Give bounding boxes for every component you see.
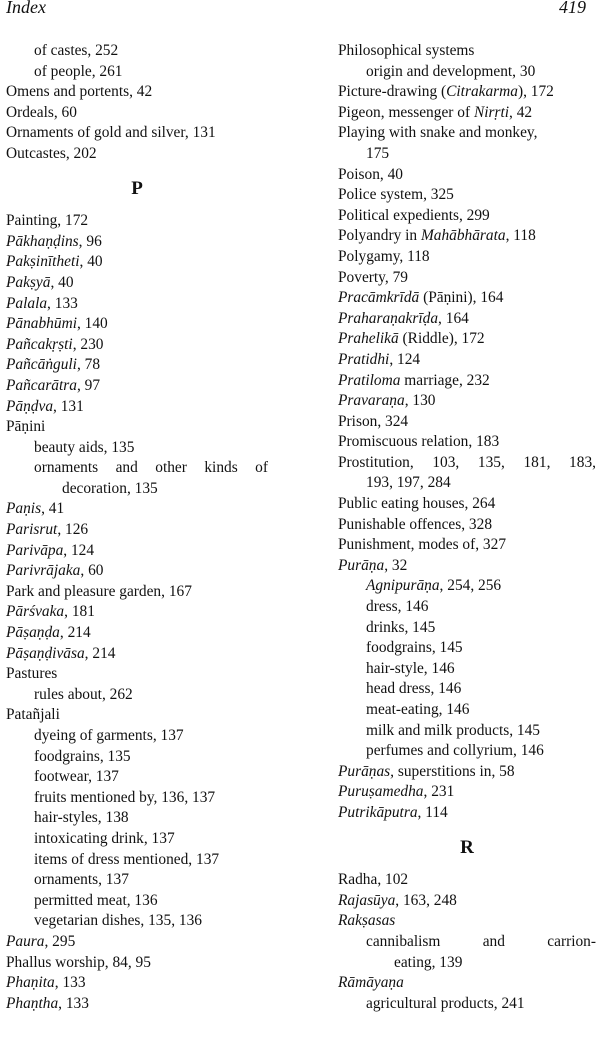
index-entry: Playing with snake and monkey,	[338, 124, 538, 142]
entry-term-italic: Prahelikā	[338, 330, 399, 348]
entry-term: Pārśvaka	[6, 603, 65, 621]
index-entry: Prostitution, 103, 135, 181, 183,	[338, 453, 596, 471]
index-entry	[338, 782, 596, 803]
entry-pages: , 295	[44, 932, 76, 950]
index-entry	[338, 103, 596, 124]
section-letter-p: P	[131, 177, 143, 199]
entry-term: Pigeon, messenger of	[338, 103, 474, 121]
entry-term-italic: Rakṣasas	[338, 912, 396, 930]
index-entry: Prison, 324	[338, 412, 409, 430]
entry-pages: , 41	[41, 500, 65, 518]
index-entry	[6, 520, 268, 541]
index-entry: Punishment, modes of, 327	[338, 536, 507, 554]
entry-term-italic: Rajasūya	[338, 891, 396, 909]
entry-pages: , 133	[47, 294, 78, 312]
entry-term-italic: Putrikāputra	[338, 803, 418, 821]
index-subentry: milk and milk products, 145	[366, 721, 540, 739]
index-entry: Phallus worship, 84, 95	[6, 953, 151, 971]
entry-term-italic: Pravaraṇa	[338, 392, 405, 410]
index-subentry: beauty aids, 135	[34, 438, 135, 456]
entry-term-italic: Purāṇas,	[338, 762, 395, 780]
index-entry	[338, 350, 596, 371]
index-subentry: rules about, 262	[34, 685, 133, 703]
index-column-right	[338, 41, 596, 1014]
entry-pages: , 126	[57, 521, 89, 539]
index-subentry: vegetarian dishes, 135, 136	[34, 912, 202, 930]
index-subentry: meat-eating, 146	[366, 701, 470, 718]
entry-term-italic: Puruṣamedha	[338, 783, 424, 801]
index-entry	[6, 994, 268, 1015]
index-entry	[6, 273, 268, 294]
index-entry	[338, 803, 596, 824]
index-entry	[6, 602, 268, 623]
index-entry	[338, 226, 596, 247]
index-subentry: cannibalism and carrion-	[366, 932, 596, 950]
index-entry	[6, 314, 268, 335]
entry-term: Polyandry in	[338, 227, 421, 245]
index-entry	[6, 294, 268, 315]
entry-term-italic: Rāmāyaṇa	[338, 974, 404, 992]
index-subentry: agricultural products, 241	[366, 994, 525, 1012]
entry-term: Paura	[6, 932, 45, 950]
entry-pages: , 40	[50, 273, 74, 291]
entry-pages: , 118	[505, 227, 536, 245]
entry-pages: marriage, 232	[400, 371, 490, 389]
entry-pages: , 164	[438, 309, 469, 327]
entry-pages: , 163, 248	[395, 891, 457, 909]
index-subentry: intoxicating drink, 137	[34, 829, 175, 847]
index-subentry: foodgrains, 145	[366, 639, 463, 657]
index-entry: Radha, 102	[338, 871, 409, 889]
entry-term-italic: Pratiloma	[338, 371, 401, 389]
entry-term: Phaṇita	[6, 974, 55, 992]
entry-pages: ), 172	[517, 83, 554, 101]
index-entry-continued: 175	[366, 144, 390, 162]
index-entry	[338, 288, 596, 309]
index-entry: Painting, 172	[6, 212, 89, 230]
entry-term: Pāṇḍva	[6, 397, 54, 415]
index-entry: Polygamy, 118	[338, 247, 430, 265]
entry-pages: , 214	[59, 624, 91, 642]
entry-term: Palala	[6, 294, 48, 312]
index-subentry: fruits mentioned by, 136, 137	[34, 788, 216, 806]
index-subentry: hair-styles, 138	[34, 809, 129, 827]
index-entry	[338, 371, 596, 392]
index-subentry: of castes, 252	[34, 42, 119, 59]
index-entry	[6, 932, 268, 953]
entry-pages: superstitions in, 58	[394, 762, 515, 780]
index-entry: Public eating houses, 264	[338, 495, 496, 513]
entry-pages: , 78	[76, 356, 101, 374]
entry-term: Pāṣaṇḍa	[6, 624, 60, 642]
entry-term-italic: Mahābhārata	[420, 227, 506, 245]
index-entry: Ornaments of gold and silver, 131	[6, 124, 216, 142]
index-subentry: footwear, 137	[34, 768, 119, 786]
entry-pages: , 96	[78, 232, 102, 250]
entry-term: Parivāpa	[6, 541, 64, 559]
index-entry: Pastures	[6, 665, 58, 683]
index-entry	[6, 355, 268, 376]
index-subentry-continued: decoration, 135	[62, 479, 158, 497]
entry-term-italic: Citrakarma	[446, 83, 518, 101]
index-entry: Outcastes, 202	[6, 144, 97, 162]
entry-pages: , 40	[79, 253, 103, 271]
index-entry: Political expedients, 299	[338, 206, 490, 224]
index-entry: Promiscuous relation, 183	[338, 433, 500, 451]
index-entry	[6, 541, 268, 562]
entry-pages: , 214	[84, 644, 116, 662]
index-entry	[338, 82, 596, 103]
entry-pages: , 230	[72, 335, 104, 353]
entry-term-italic: Nirṛti	[473, 103, 510, 121]
index-entry	[6, 973, 268, 994]
entry-term: Paṇis	[6, 500, 42, 518]
index-subentry: ornaments, 137	[34, 871, 129, 889]
index-entry: Pāṇini	[6, 418, 46, 436]
index-entry	[6, 499, 268, 520]
entry-pages: , 124	[389, 350, 421, 368]
index-entry	[6, 252, 268, 273]
index-subentry: permitted meat, 136	[34, 891, 158, 909]
index-entry: Poison, 40	[338, 165, 403, 183]
entry-term-italic: Purāṇa	[338, 556, 385, 574]
entry-pages: , 124	[63, 541, 95, 559]
entry-term: Pakṣyā	[6, 273, 51, 291]
entry-pages: , 32	[384, 556, 408, 574]
entry-term: Phaṇtha	[6, 994, 59, 1012]
index-entry	[6, 623, 268, 644]
entry-term: Pāṣaṇḍivāsa	[6, 644, 85, 662]
index-subentry: of people, 261	[34, 62, 123, 80]
entry-pages: , 114	[417, 803, 448, 821]
entry-pages: , 131	[53, 397, 84, 415]
entry-pages: , 133	[58, 994, 89, 1012]
index-entry	[6, 232, 268, 253]
entry-term: Pākhaṇḍins	[6, 232, 79, 250]
index-entry: Philosophical systems	[338, 42, 475, 59]
entry-pages: , 140	[76, 315, 108, 333]
running-head: Index	[6, 0, 46, 17]
entry-pages: , 97	[76, 376, 101, 394]
index-entry	[338, 891, 596, 912]
index-entry	[338, 329, 596, 350]
entry-pages: , 130	[404, 392, 436, 410]
entry-term: Parisrut	[6, 521, 58, 539]
entry-pages: (Pāṇini), 164	[419, 289, 504, 307]
index-subentry: dress, 146	[366, 598, 429, 616]
entry-term: Picture-drawing (	[338, 83, 447, 101]
index-entry	[338, 556, 596, 577]
index-entry: Punishable offences, 328	[338, 515, 493, 533]
page-header	[0, 0, 600, 22]
index-column-left	[6, 41, 268, 1014]
index-entry	[6, 376, 268, 397]
index-subentry: hair-style, 146	[366, 659, 455, 677]
index-subentry: perfumes and collyrium, 146	[366, 742, 544, 760]
index-entry: Park and pleasure garden, 167	[6, 582, 192, 600]
index-entry	[338, 911, 596, 932]
entry-term-italic: Pracāmkrīdā	[338, 289, 420, 307]
entry-pages: , 254, 256	[439, 577, 502, 595]
index-entry	[6, 397, 268, 418]
section-letter-r: R	[460, 836, 474, 858]
index-entry-continued: 193, 197, 284	[366, 474, 451, 492]
entry-term: Pañcakṛṣti	[6, 335, 73, 353]
index-subentry-continued: eating, 139	[394, 953, 463, 971]
entry-term: Pakṣinītheti	[6, 253, 80, 271]
entry-pages: , 231	[423, 783, 455, 801]
index-entry: Omens and portents, 42	[6, 83, 153, 101]
index-entry	[338, 762, 596, 783]
index-entry	[338, 973, 596, 994]
entry-term-italic: Pratidhi	[338, 350, 390, 368]
entry-pages: (Riddle), 172	[398, 330, 485, 348]
index-entry	[6, 644, 268, 665]
index-subentry: origin and development, 30	[366, 62, 536, 80]
index-subentry: dyeing of garments, 137	[34, 727, 184, 744]
entry-pages: , 60	[80, 562, 104, 580]
index-subentry: head dress, 146	[366, 680, 462, 698]
entry-term: Pañcarātra	[6, 376, 77, 394]
page-number: 419	[559, 0, 586, 17]
index-entry	[6, 335, 268, 356]
index-entry: Patañjali	[6, 706, 60, 724]
index-entry	[338, 309, 596, 330]
index-subentry: ornaments and other kinds of	[34, 459, 268, 477]
entry-pages: , 133	[54, 974, 86, 992]
index-entry: Police system, 325	[338, 186, 454, 204]
entry-pages: , 42	[509, 103, 533, 121]
index-subentry: foodgrains, 135	[34, 747, 131, 765]
entry-term-italic: Agnipurāṇa	[366, 577, 440, 595]
entry-term: Parivrājaka	[6, 562, 81, 580]
index-subentry: items of dress mentioned, 137	[34, 850, 220, 868]
entry-term: Pānabhūmi	[6, 315, 77, 333]
entry-term-italic: Praharaṇakrīḍa	[338, 309, 439, 327]
index-entry	[338, 391, 596, 412]
index-entry: Ordeals, 60	[6, 103, 77, 121]
index-entry	[6, 561, 268, 582]
entry-pages: , 181	[64, 603, 95, 621]
entry-term: Pañcāṅguli	[6, 356, 77, 374]
index-entry: Poverty, 79	[338, 268, 408, 286]
index-subentry	[338, 576, 596, 597]
index-subentry: drinks, 145	[366, 618, 436, 636]
